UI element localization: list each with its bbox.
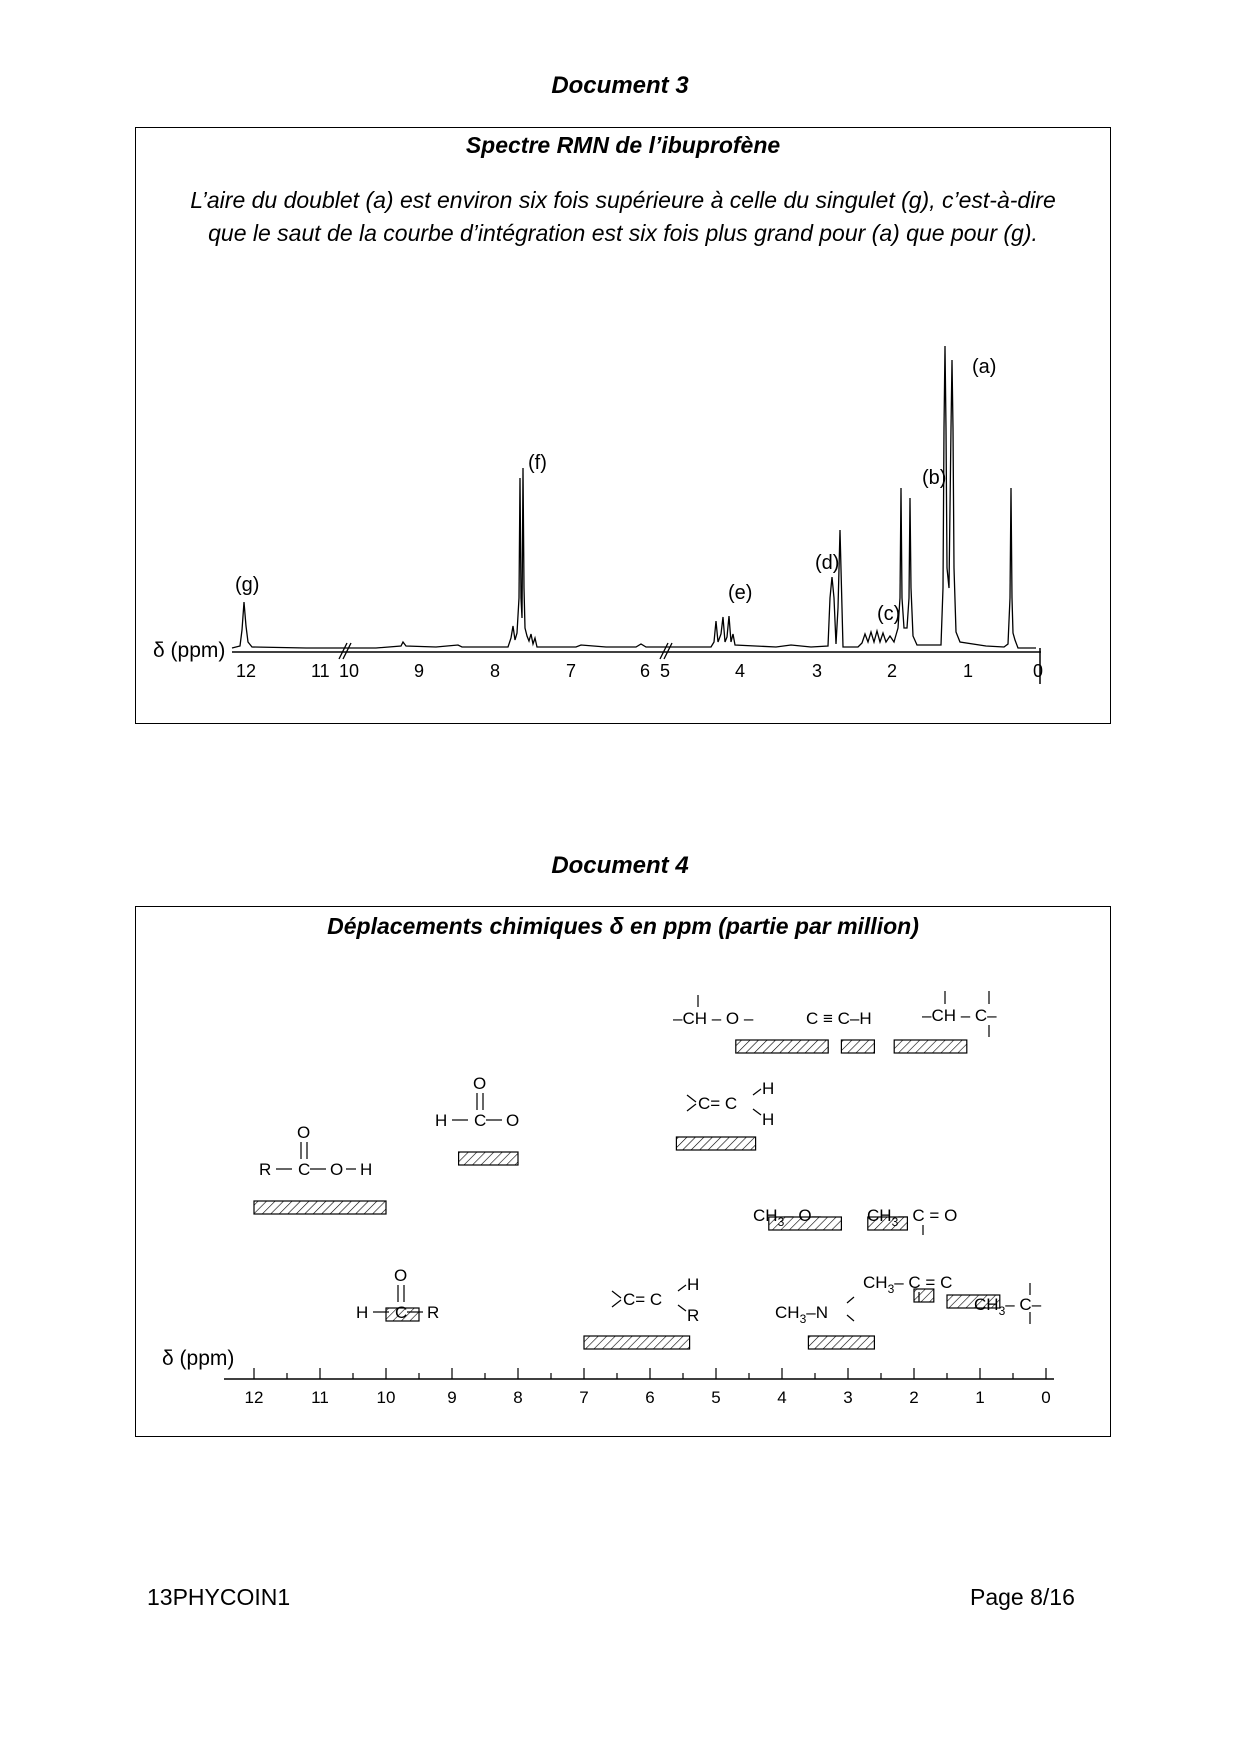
svg-text:H: H	[687, 1275, 700, 1294]
peak-label-b: (b)	[922, 467, 947, 489]
shift-tick-label: 11	[311, 1388, 329, 1407]
doc4-box	[135, 906, 1111, 1437]
shift-tick-labels	[245, 1388, 1051, 1407]
peak-label-f: (f)	[528, 452, 547, 474]
svg-text:H: H	[762, 1110, 775, 1129]
shift-tick-label: 2	[909, 1388, 919, 1407]
svg-text:H: H	[435, 1111, 448, 1130]
nmr-tick: 11	[311, 661, 330, 681]
svg-text:–CH – C–: –CH – C–	[922, 1006, 997, 1025]
svg-text:–CH – O –: –CH – O –	[673, 1009, 754, 1028]
formula-ch3-c	[974, 1283, 1042, 1324]
doc3-box	[135, 127, 1111, 724]
range-bar	[459, 1152, 518, 1165]
range-bar	[841, 1040, 874, 1053]
nmr-tick: 8	[490, 661, 501, 681]
shift-chart	[136, 907, 1112, 1438]
peak-label-d: (d)	[815, 552, 840, 574]
svg-text:C: C	[298, 1160, 311, 1179]
shift-tick-label: 1	[975, 1388, 985, 1407]
nmr-tick: 7	[566, 661, 577, 681]
doc4-title: Document 4	[551, 852, 689, 879]
shift-tick-label: 9	[447, 1388, 457, 1407]
nmr-axis-label: δ (ppm)	[153, 639, 226, 662]
svg-text:R: R	[427, 1303, 440, 1322]
formula-ch3-c-o	[867, 1206, 957, 1235]
range-bar	[808, 1336, 874, 1349]
svg-text:H: H	[356, 1303, 369, 1322]
svg-text:O: O	[330, 1160, 344, 1179]
svg-text:CH3– C = C: $CH_3-$ C = C	[863, 1273, 953, 1296]
range-bar	[676, 1137, 755, 1150]
formula-ch-c	[922, 991, 997, 1037]
range-bar	[736, 1040, 828, 1053]
doc3-desc-line2: que le saut de la courbe d’intégration est six fois plus grand pour (a) que pour (g).	[208, 220, 1038, 246]
nmr-tick: 12	[236, 661, 257, 681]
formula-ch3-n	[775, 1297, 854, 1326]
svg-text:O: O	[394, 1266, 408, 1285]
nmr-tick: 5	[660, 661, 671, 681]
range-bar	[254, 1201, 386, 1214]
doc4-box-title: Déplacements chimiques δ en ppm (partie par million)	[327, 913, 919, 939]
svg-text:O: O	[297, 1123, 311, 1142]
shift-tick-label: 10	[376, 1388, 396, 1407]
shift-tick-label: 6	[645, 1388, 655, 1407]
doc3-desc-line1: L’aire du doublet (a) est environ six fois supérieure à celle du singulet (g), c’est-à-dire	[190, 187, 1056, 213]
svg-text:C: C	[395, 1303, 408, 1322]
shift-tick-label: 0	[1041, 1388, 1051, 1407]
formula-ch3-c-c	[863, 1273, 952, 1302]
shift-tick-label: 8	[513, 1388, 523, 1407]
shift-axis-ticks	[254, 1368, 1046, 1379]
nmr-tick: 4	[735, 661, 746, 681]
nmr-tick: 10	[339, 661, 360, 681]
svg-text:O: O	[506, 1111, 520, 1130]
doc3-box-title: Spectre RMN de l’ibuprofène	[465, 132, 781, 158]
svg-text:C= C: C= C	[623, 1290, 663, 1309]
nmr-tick: 1	[963, 661, 974, 681]
svg-text:O: O	[473, 1074, 487, 1093]
formula-aldehyde	[356, 1266, 439, 1322]
shift-tick-label: 7	[579, 1388, 589, 1407]
axis-break-11-10	[339, 643, 351, 659]
nmr-tick: 6	[640, 661, 651, 681]
svg-text:CH3– C–: $CH_3-$ C–	[974, 1295, 1042, 1318]
axis-break-6-5	[660, 643, 672, 659]
svg-text:CH3–N: $CH_3-N$	[775, 1303, 828, 1326]
footer-page: Page 8/16	[970, 1584, 1075, 1610]
formula-formate	[435, 1074, 519, 1130]
peak-labels	[235, 356, 996, 625]
nmr-trace	[232, 346, 1036, 648]
nmr-tick: 9	[414, 661, 425, 681]
footer-code: 13PHYCOIN1	[147, 1584, 291, 1610]
peak-label-g: (g)	[235, 574, 260, 596]
nmr-tick: 3	[812, 661, 823, 681]
shift-tick-label: 3	[843, 1388, 853, 1407]
nmr-ticks	[236, 661, 1043, 681]
range-bar	[894, 1040, 967, 1053]
shift-tick-label: 12	[244, 1388, 264, 1407]
svg-text:H: H	[762, 1079, 775, 1098]
nmr-spectrum	[136, 128, 1112, 725]
formula-carboxylic-acid	[259, 1123, 372, 1179]
nmr-tick: 2	[887, 661, 898, 681]
formula-alkene-hr	[612, 1275, 699, 1325]
formula-alkene-hh	[687, 1079, 774, 1129]
svg-text:C: C	[474, 1111, 487, 1130]
shift-tick-label: 5	[711, 1388, 721, 1407]
peak-label-a: (a)	[972, 356, 997, 378]
svg-text:H: H	[360, 1160, 373, 1179]
doc3-title: Document 3	[551, 72, 689, 99]
svg-text:CH3– O–: $CH_3-$ O–	[753, 1206, 822, 1229]
shift-tick-label: 4	[777, 1388, 787, 1407]
svg-text:C ≡ C–H: C ≡ C–H	[806, 1009, 872, 1028]
svg-text:CH3– C = O: $CH_3-$ C = O	[867, 1206, 958, 1229]
shift-axis-label: δ (ppm)	[162, 1347, 235, 1370]
range-bar	[584, 1336, 690, 1349]
nmr-tick: 0	[1033, 661, 1044, 681]
formula-ch-o	[673, 995, 754, 1028]
formula-alkyne-h	[806, 1009, 872, 1028]
svg-text:R: R	[687, 1306, 700, 1325]
peak-label-c: (c)	[877, 603, 901, 625]
svg-text:R: R	[259, 1160, 272, 1179]
peak-label-e: (e)	[728, 582, 753, 604]
svg-text:C= C: C= C	[698, 1094, 738, 1113]
